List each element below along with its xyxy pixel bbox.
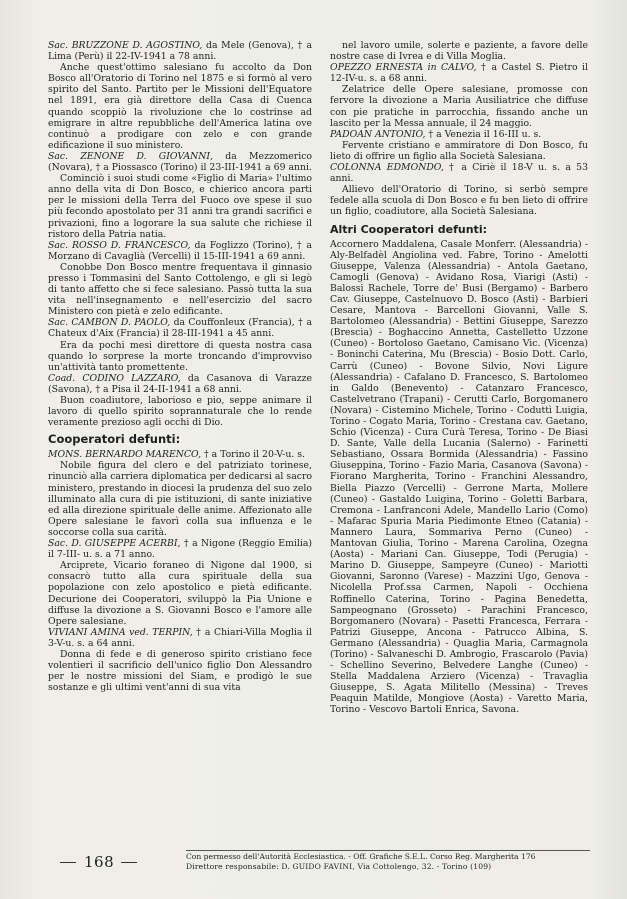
right-column bbox=[330, 40, 588, 845]
deceased-name: OPEZZO ERNESTA in CALVO, bbox=[330, 62, 477, 74]
page-number: 168 bbox=[84, 853, 115, 871]
obituary-detail: † a Torino il 20-V-u. s. bbox=[201, 449, 305, 461]
obituary-text bbox=[48, 62, 312, 151]
footer-imprimatur-line: Con permesso dell'Autorità Ecclesiastica. - Off. Grafiche S.E.L. Corso Reg. Margherita 176 bbox=[186, 852, 536, 861]
page-number-dash-right bbox=[121, 862, 137, 863]
deceased-name: Sac. CAMBON D. PAOLO, bbox=[48, 317, 171, 329]
obituary-heading bbox=[330, 129, 588, 140]
obituary-detail: † a Castel S. Pietro il 12-IV-u. s. a 68 anni. bbox=[330, 62, 588, 85]
obituary-detail: Buon coadiutore, laborioso e pio, seppe animare il lavoro di quello spirito soprannaturale che lo rende veramente prezioso agli occhi di Dio. bbox=[48, 395, 312, 429]
section-title-other-cooperators: Altri Cooperatori defunti: bbox=[330, 222, 487, 236]
deceased-name: COLONNA EDMONDO, bbox=[330, 162, 444, 174]
deceased-name: MONS. BERNARDO MARENCO, bbox=[48, 449, 202, 461]
footer-rule bbox=[186, 850, 590, 851]
obituary-detail: † a Ciriè il 18-V u. s. a 53 anni. bbox=[330, 162, 588, 185]
obituary-text bbox=[48, 173, 312, 240]
obituary-heading bbox=[48, 240, 312, 262]
obituary-text bbox=[48, 395, 312, 428]
obituary-detail: da Casanova di Varazze (Savona), † a Pisa il 24-II-1941 a 68 anni. bbox=[48, 372, 312, 395]
obituary-detail: Era da pochi mesi direttore di questa nostra casa quando lo sorprese la morte troncando d'improvviso un'attività tanto promettente. bbox=[48, 339, 312, 373]
obituary-list-salesians bbox=[48, 40, 312, 428]
obituary-text bbox=[48, 262, 312, 317]
deceased-name: Sac. BRUZZONE D. AGOSTINO, bbox=[48, 40, 203, 51]
obituary-text bbox=[330, 84, 588, 128]
obituary-detail: Allievo dell'Oratorio di Torino, si serbò sempre fedele alla scuola di Don Bosco e fu ben lieto di offrire un figlio, coadiutore, alla Società Salesiana. bbox=[330, 184, 588, 218]
obituary-detail: Donna di fede e di generoso spirito cristiano fece volentieri il sacrificio dell'unico figlio Don Alessandro per le nostre missioni del Siam, e prodigò le sue sostanze e gli ultimi vent'anni di sua vita bbox=[48, 648, 312, 694]
obituary-detail: Conobbe Don Bosco mentre frequentava il ginnasio presso i Tommasini del Santo Cottolengo, e gli si legò di tanto affetto che si fece salesiano. Passò tutta la sua vita nell'insegnamento e nell'esercizio del sacro Ministero con pietà e zelo edificante. bbox=[48, 261, 312, 318]
deceased-name: Sac. ZENONE D. GIOVANNI, bbox=[48, 150, 214, 162]
obituary-heading bbox=[48, 151, 312, 173]
footer-director-line: Direttore responsabile: D. GUIDO FAVINI, Via Cottolengo, 32. - Torino (109) bbox=[186, 862, 492, 871]
obituary-list-cooperators bbox=[48, 449, 312, 693]
deceased-name: PADOAN ANTONIO, bbox=[330, 128, 426, 140]
obituary-detail: Zelatrice delle Opere salesiane, promosse con fervore la divozione a Maria Ausiliatrice che diffuse con pie pratiche in parrocchia, fissando anche un lascito per la Messa annuale, il 24 maggio. bbox=[330, 84, 588, 129]
obituary-detail: da Couffonleux (Francia), † a Chateux d'Aix (Francia) il 28-III-1941 a 45 anni. bbox=[48, 317, 312, 340]
obituary-text bbox=[48, 649, 312, 693]
obituary-text bbox=[48, 460, 312, 538]
obituary-heading bbox=[48, 627, 312, 649]
other-cooperators-list: Accornero Maddalena, Casale Monferr. (Alessandria) - Aly-Belfadèl Angiolina ved. Fabre, Torino - Amelotti Giuseppe, Valenza (Alessandria) - Antola Gaetano, Camogli (Genova) - Avidano Rosa, Viarigi (Asti) - Balossi Rachele, Torre de' Busi (Bergamo) - Barbero Cav. Giuseppe, Castelnuovo D. Bosco (Asti) - Barbieri Cesare, Mantova - Barcelloni Giovanni, Valle S. Bartolomeo (Alessandria) - Bettini Giuseppe, Sarezzo (Brescia) - Boghaccino Annetta, Castelletto Uzzone (Cuneo) - Bortoloso Gaetano, Camisano Vic. (Vicenza) - Boninchi Caterina, Mu (Brescia) - Bosio Dott. Carlo, Carrù (Cuneo) - Bovone Silvio, Novi Ligure (Alessandria) - Cafalano D. Francesco, S. Bartolomeo in Galdo (Benevento) - Catanzaro Francesco, Castelvetrano (Trapani) - Cerutti Carlo, Borgomanero (Novara) - Cistemino Michele, Torino - Coduttì Luigia, Torino - Cogato Maria, Torino - Crestana cav. Gaetano, Schio (Vicenza) - Cura Curà Teresa, Torino - De Biasi D. Sante, Valle della Lucania (Salerno) - Farinetti Sebastiano, Ossara Bormida (Alessandria) - Fassino Giuseppina, Torino - Fazio Maria, Casanova (Savona) - Fiorano Margherita, Torino - Franchini Alessandro, Biella Piazzo (Vercelli) - Gerrone Marta, Mollere (Cuneo) - Gastaldo Luigina, Torino - Goletti Barbara, Cremona - Lanfranconi Adele, Mandello Lario (Como) - Mafarac Spuria Maria Piedimonte Etneo (Catania) - Mannero Laura, Sommariva Perno (Cuneo) - Mantovan Giulia, Torino - Marena Carolina, Ozegna (Aosta) - Mariani Can. Giuseppe, Todi (Perugia) - Marino D. Giuseppe, Sampeyre (Cuneo) - Mariotti Giovanni, Saronno (Varese) - Mazzini Ugo, Genova - Nicolella Prof.ssa Carmen, Napoli - Occhiena Roffinello Caterina, Torino - Pagina Benedetta, Sampeognano (Grosseto) - Parachini Francesco, Borgomanero (Novara) - Pasetti Francesca, Ferrara - Patrizi Giuseppe, Ancona - Patrucco Albina, S. Germano (Alessandria) - Quaglia Maria, Carmagnola (Torino) - Salvaneschi D. Ambrogio, Frascarolo (Pavia) - Schellino Severino, Belvedere Langhe (Cuneo) - Stella Maddalena Arziero (Vicenza) - Travaglia Giuseppe, S. Agata Militello (Messina) - Treves Peaquin Matilde, Mongiove (Aosta) - Varetto Maria, Torino - Vescovo Bartoli Enrica, Savona. bbox=[330, 238, 588, 716]
left-column bbox=[48, 40, 312, 845]
obituary-detail: Arciprete, Vicario foraneo di Nigone dal 1900, si consacrò tutto alla cura spirituale della sua popolazione con zelo apostolico e pietà edificante. Decurione dei Cooperatori, sviluppò la Pia Unione e diffuse la divozione a S. Giovanni Bosco e l'amore alle Opere salesiane. bbox=[48, 560, 312, 627]
obituary-list-cooperators-continued bbox=[330, 40, 588, 218]
obituary-detail: da Mezzomerico (Novara), † a Piossasco (Torino) il 23-III-1941 a 69 anni. bbox=[48, 150, 312, 174]
deceased-name: Sac. ROSSO D. FRANCESCO, bbox=[48, 239, 191, 251]
obituary-text bbox=[330, 40, 588, 62]
section-title-cooperators: Cooperatori defunti: bbox=[48, 432, 181, 447]
obituary-text bbox=[48, 560, 312, 627]
obituary-heading bbox=[330, 162, 588, 184]
obituary-heading bbox=[48, 373, 312, 395]
obituary-text bbox=[48, 340, 312, 373]
obituary-detail: Nobile figura del clero e del patriziato torinese, rinunciò alla carriera diplomatica per dedicarsi al sacro ministero, prestando in diocesi la prudenza del suo zelo illuminato alla cura di pie istituzioni, di sante iniziative ed alla direzione spirituale delle anime. Affezionato alle Opere salesiane le favorì colla sua influenza e le soccorse colla sua carità. bbox=[48, 460, 312, 538]
obituary-detail: da Foglizzo (Torino), † a Morzano di Cavaglià (Vercelli) il 15-III-1941 a 69 anni. bbox=[48, 239, 312, 262]
obituary-text bbox=[330, 184, 588, 217]
obituary-heading bbox=[48, 449, 312, 460]
obituary-detail: † a Venezia il 16-III u. s. bbox=[425, 128, 542, 140]
page-number-dash-left bbox=[60, 862, 76, 863]
obituary-detail: Anche quest'ottimo salesiano fu accolto da Don Bosco all'Oratorio di Torino nel 1875 e si formò al vero spirito del Santo. Partito per le Missioni dell'Equatore nel 1891, era già direttore della Casa di Cuenca quando scoppiò la rivoluzione che lo costrinse ad emigrare in altre repubbliche dell'America latina ove continuò a prodigare con zelo e con grande edificazione il suo ministero. bbox=[48, 62, 312, 151]
obituary-detail: † a Nigone (Reggio Emilia) il 7-III- u. s. a 71 anno. bbox=[48, 538, 312, 561]
obituary-heading bbox=[48, 538, 312, 560]
deceased-name: Coad. CODINO LAZZARO, bbox=[48, 372, 181, 384]
obituary-heading bbox=[330, 62, 588, 84]
obituary-heading bbox=[48, 40, 312, 62]
deceased-name: Sac. D. GIUSEPPE ACERBI, bbox=[48, 538, 181, 550]
deceased-name: VIVIANI AMINA ved. TERPIN, bbox=[48, 626, 193, 638]
obituary-detail: † a Chiari-Villa Moglia il 3-V-u. s. a 64 anni. bbox=[48, 626, 312, 649]
obituary-detail: Fervente cristiano e ammiratore di Don Bosco, fu lieto di offrire un figlio alla Società Salesiana. bbox=[330, 139, 588, 162]
obituary-detail: Cominciò i suoi studi come «Figlio di Maria» l'ultimo anno della vita di Don Bosco, e chierico ancora parti per le missioni della Terra del Fuoco ove spese il suo più fecondo apostolato per 31 anni tra grandi sacrifici e privazioni, fino a logorare la sua salute che richiese il ristoro della Patria natia. bbox=[48, 173, 312, 240]
obituary-detail: da Mele (Genova), † a Lima (Perù) il 22-IV-1941 a 78 anni. bbox=[48, 40, 312, 63]
obituary-detail: nel lavoro umile, solerte e paziente, a favore delle nostre case di Ivrea e di Villa Moglia. bbox=[330, 40, 588, 63]
obituary-heading bbox=[48, 317, 312, 339]
obituary-text bbox=[330, 140, 588, 162]
